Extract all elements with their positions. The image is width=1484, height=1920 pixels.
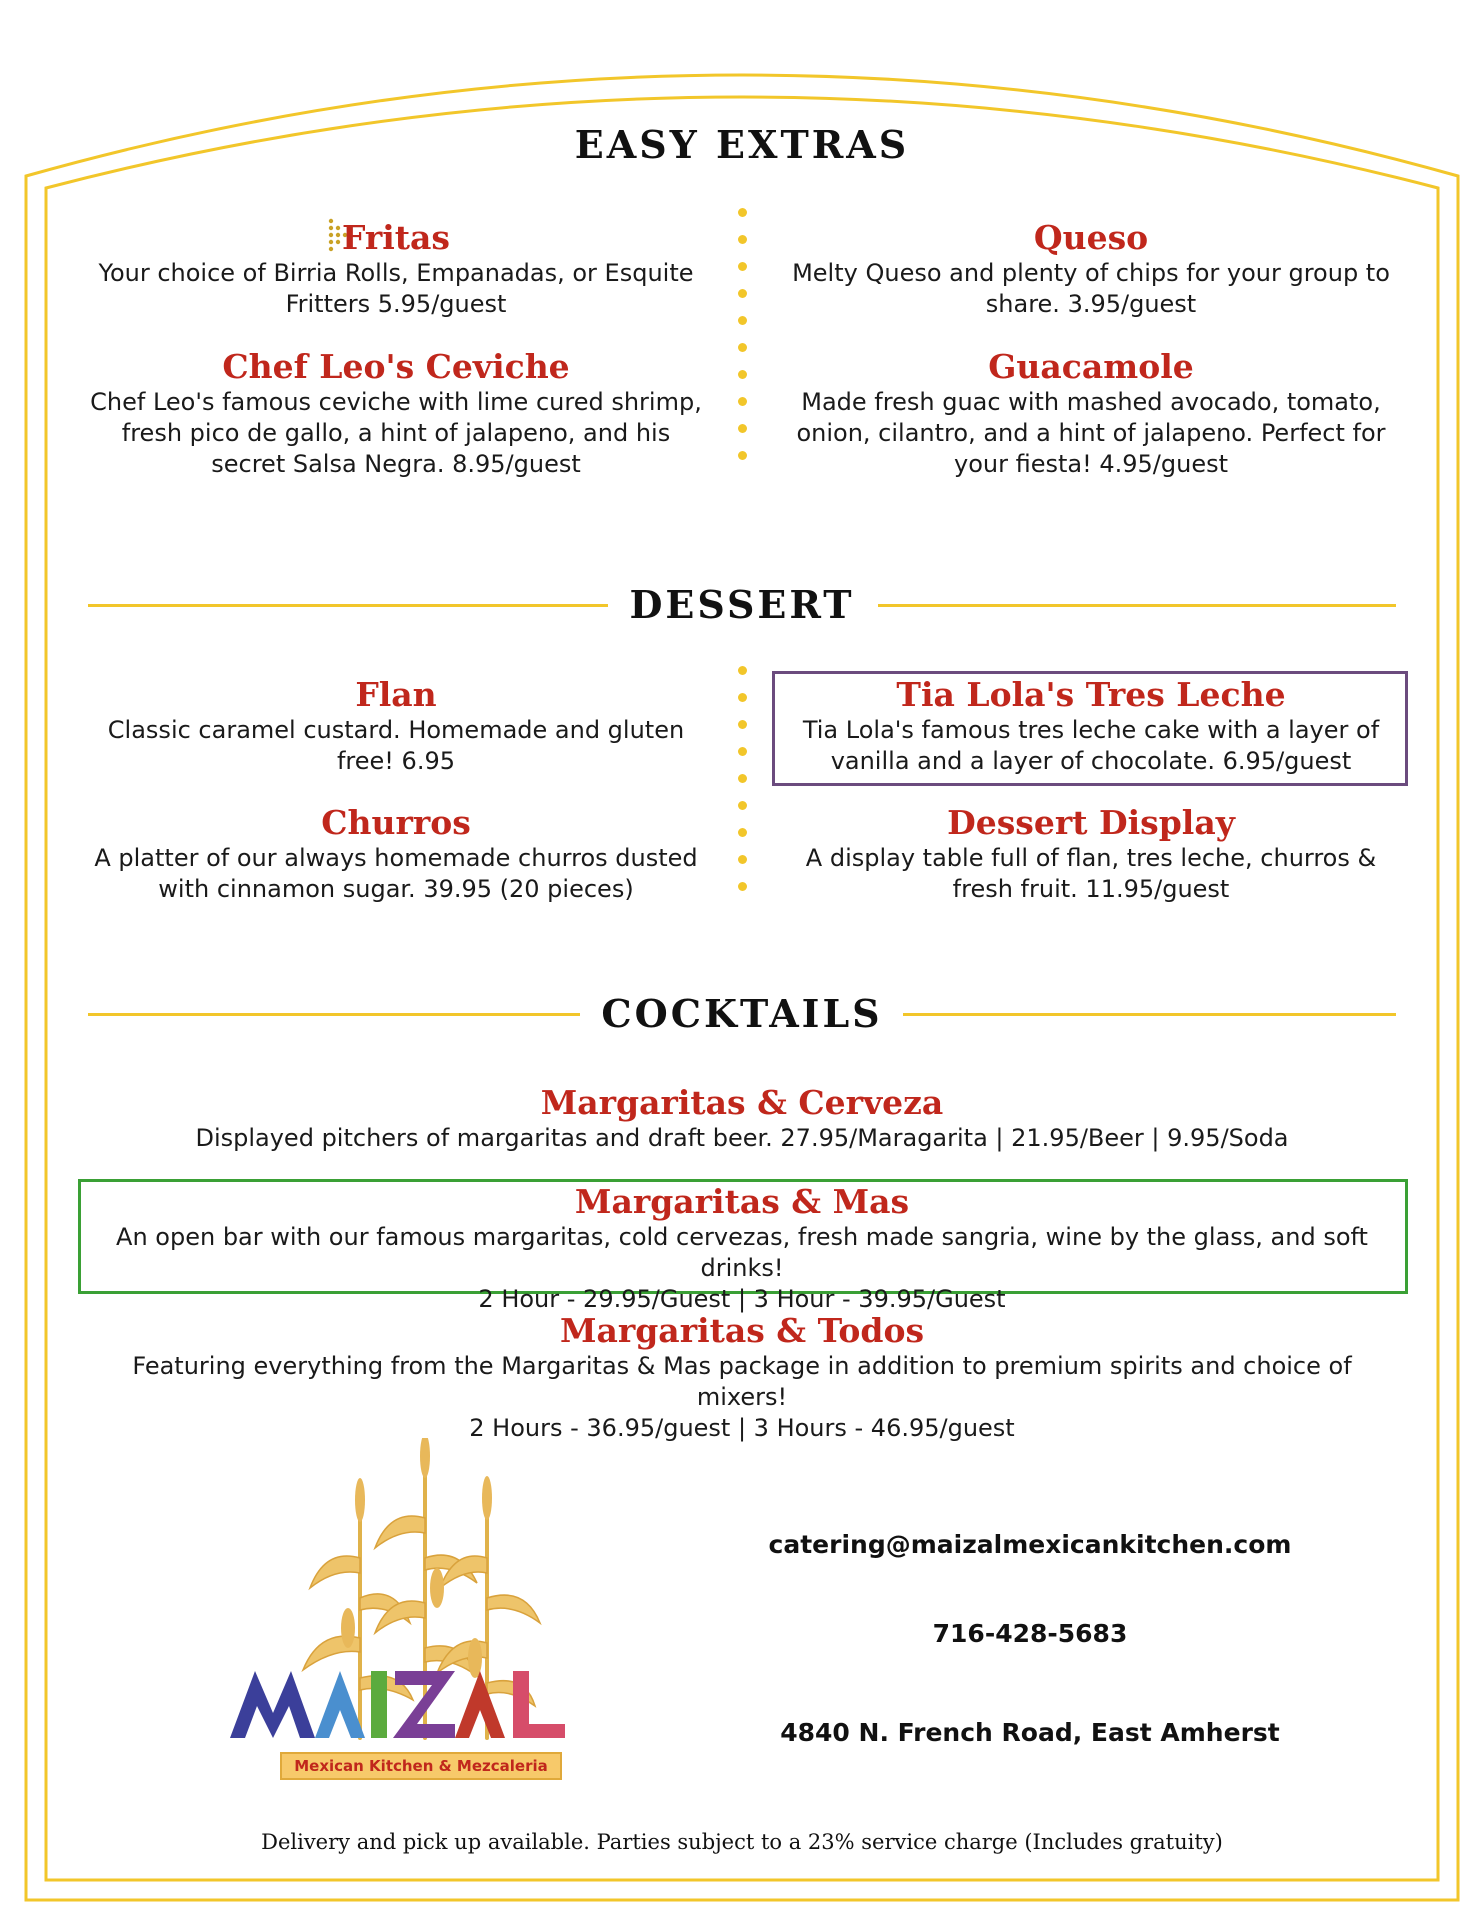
- item-name: Margaritas & Mas: [574, 1182, 910, 1221]
- item-description: A platter of our always homemade churros dusted with cinnamon sugar. 39.95 (20 pieces): [94, 844, 698, 903]
- item-pricing: 2 Hour - 29.95/Guest | 3 Hour - 39.95/Guest: [478, 1285, 1006, 1313]
- menu-item-queso: [778, 218, 1404, 320]
- menu-item-dessert-display: [778, 803, 1404, 905]
- menu-item-guacamole: [778, 347, 1404, 480]
- item-name: Margaritas & Cerveza: [540, 1083, 944, 1122]
- item-pricing: 2 Hours - 36.95/guest | 3 Hours - 46.95/guest: [469, 1414, 1015, 1442]
- item-name: Fritas: [342, 218, 450, 257]
- item-name: Chef Leo's Ceviche: [222, 347, 570, 386]
- item-description: Chef Leo's famous ceviche with lime cured shrimp, fresh pico de gallo, a hint of jalapeno, and his secret Salsa Negra. 8.95/guest: [90, 388, 702, 478]
- item-description: Featuring everything from the Margaritas & Mas package in addition to premium spirits and choice of mixers!: [132, 1352, 1352, 1411]
- menu-item-chef-leos-ceviche: [88, 347, 704, 480]
- section-title-cocktails: COCKTAILS: [601, 991, 883, 1036]
- section-title-dessert: DESSERT: [629, 582, 855, 627]
- menu-item-margaritas-cerveza: [90, 1083, 1394, 1154]
- menu-item-fritas: [88, 218, 704, 320]
- item-description: Displayed pitchers of margaritas and draft beer. 27.95/Maragarita | 21.95/Beer | 9.95/Soda: [195, 1124, 1289, 1152]
- item-name: Queso: [1033, 218, 1149, 257]
- footer-note: Delivery and pick up available. Parties subject to a 23% service charge (Includes gratuity): [261, 1830, 1223, 1854]
- menu-item-margaritas-todos: [90, 1311, 1394, 1444]
- menu-item-churros: [88, 803, 704, 905]
- item-description: Your choice of Birria Rolls, Empanadas, or Esquite Fritters 5.95/guest: [98, 259, 694, 318]
- maizal-logo: [215, 1438, 615, 1783]
- menu-item-margaritas-mas: [90, 1182, 1394, 1315]
- section-title-easy-extras: EASY EXTRAS: [574, 122, 910, 167]
- contact-phone[interactable]: 716-428-5683: [932, 1619, 1128, 1648]
- menu-item-tia-lolas-tres-leche: [778, 675, 1404, 777]
- item-description: Made fresh guac with mashed avocado, tomato, onion, cilantro, and a hint of jalapeno. Perfect for your fiesta! 4.95/guest: [796, 388, 1386, 478]
- item-name: Flan: [355, 675, 437, 714]
- item-description: A display table full of flan, tres leche, churros & fresh fruit. 11.95/guest: [805, 844, 1377, 903]
- logo-tagline: Mexican Kitchen & Mezcaleria: [280, 1752, 562, 1780]
- item-name: Churros: [321, 803, 471, 842]
- contact-email[interactable]: catering@maizalmexicankitchen.com: [768, 1530, 1292, 1559]
- contact-address: 4840 N. French Road, East Amherst: [780, 1718, 1280, 1747]
- item-name: Dessert Display: [947, 803, 1235, 842]
- section-rule-right: [878, 604, 1396, 607]
- item-name: Tia Lola's Tres Leche: [896, 675, 1286, 714]
- section-rule-right: [903, 1013, 1396, 1016]
- menu-item-flan: [88, 675, 704, 777]
- item-name: Margaritas & Todos: [559, 1311, 925, 1350]
- item-description: Classic caramel custard. Homemade and gluten free! 6.95: [107, 716, 685, 775]
- item-description: Melty Queso and plenty of chips for your group to share. 3.95/guest: [792, 259, 1390, 318]
- item-description: An open bar with our famous margaritas, cold cervezas, fresh made sangria, wine by the glass, and soft drinks!: [116, 1223, 1368, 1282]
- item-name: Guacamole: [988, 347, 1194, 386]
- item-description: Tia Lola's famous tres leche cake with a layer of vanilla and a layer of chocolate. 6.95/guest: [802, 716, 1380, 775]
